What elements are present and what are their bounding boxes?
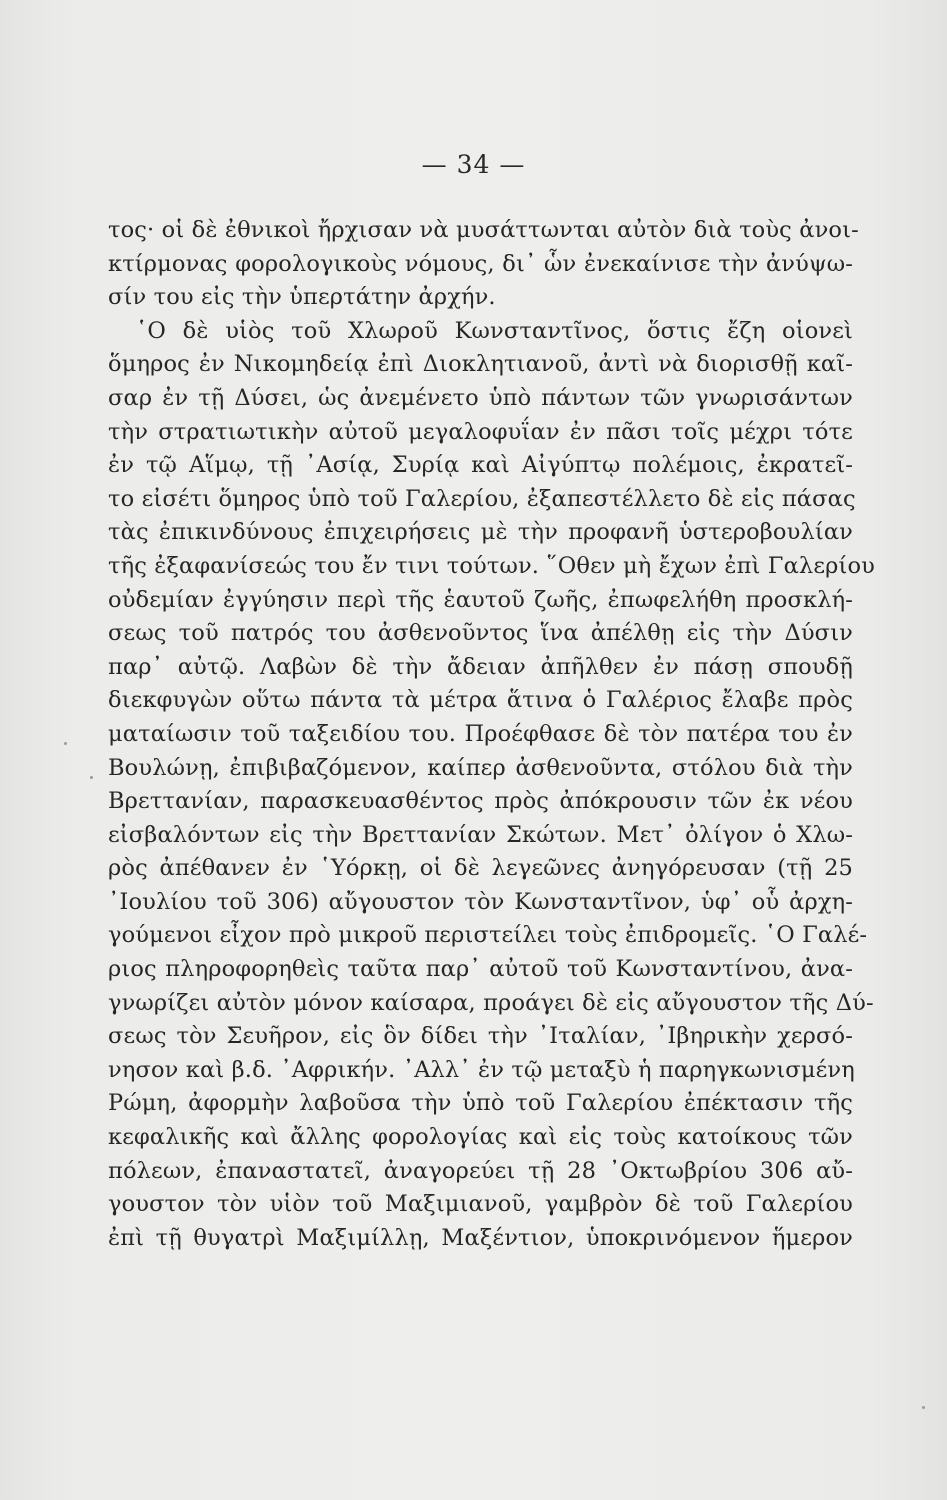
text-line: γούμενοι εἶχον πρὸ μικροῦ περιστείλει τοὺς ἐπιδρομεῖς. ῾Ο Γαλέ- <box>108 922 868 949</box>
page-number: — 34 — <box>421 150 526 179</box>
text-line: ἐν τῷ Αἵμῳ, τῇ ᾿Ασίᾳ, Συρίᾳ καὶ Αἰγύπτῳ πολέμοις, ἐκρατεῖ- <box>108 452 853 479</box>
text-line: πόλεων, ἐπαναστατεῖ, ἀναγορεύει τῇ 28 ᾿Οκτωβρίου 306 αὔ- <box>108 1157 853 1184</box>
text-line: σεως τὸν Σευῆρον, εἰς ὃν δίδει τὴν ᾿Ιταλίαν, ᾿Ιβηρικὴν χερσό- <box>108 1023 853 1050</box>
text-line: κτίρμονας φορολογικοὺς νόμους, δι᾿ ὧν ἐνεκαίνισε τὴν ἀνύψω- <box>108 250 853 277</box>
text-line: σαρ ἐν τῇ Δύσει, ὡς ἀνεμένετο ὑπὸ πάντων τῶν γνωρισάντων <box>108 384 853 411</box>
paper-speck <box>64 742 67 745</box>
text-line: νησον καὶ β.δ. ᾿Αφρικήν. ᾿Αλλ᾿ ἐν τῷ μεταξὺ ἡ παρηγκωνισμένη <box>108 1056 855 1083</box>
text-line: ὅμηρος ἐν Νικομηδείᾳ ἐπὶ Διοκλητιανοῦ, ἀντὶ νὰ διορισθῇ καῖ- <box>108 351 853 378</box>
text-line: Ρώμη, ἀφορμὴν λαβοῦσα τὴν ὑπὸ τοῦ Γαλερίου ἐπέκτασιν τῆς <box>108 1090 853 1117</box>
text-line: σίν του εἰς τὴν ὑπερτάτην ἀρχήν. <box>108 284 496 311</box>
text-line: ρὸς ἀπέθανεν ἐν ῾Υόρκῃ, οἱ δὲ λεγεῶνες ἀνηγόρευσαν (τῇ 25 <box>108 855 853 882</box>
body-text <box>108 214 876 1255</box>
text-line: γνωρίζει αὐτὸν μόνον καίσαρα, προάγει δὲ εἰς αὔγουστον τῆς Δύ- <box>108 989 874 1016</box>
text-line: τὰς ἐπικινδύνους ἐπιχειρήσεις μὲ τὴν προφανῆ ὑστεροβουλίαν <box>108 519 853 546</box>
text-line: ἐπὶ τῇ θυγατρὶ Μαξιμίλλῃ, Μαξέντιον, ὑποκρινόμενον ἥμερον <box>108 1224 853 1251</box>
text-line: γουστον τὸν υἱὸν τοῦ Μαξιμιανοῦ, γαμβρὸν δὲ τοῦ Γαλερίου <box>108 1191 853 1218</box>
text-line: οὐδεμίαν ἐγγύησιν περὶ τῆς ἑαυτοῦ ζωῆς, ἐπωφελήθη προσκλή- <box>108 586 853 613</box>
text-line: διεκφυγὼν οὕτω πάντα τὰ μέτρα ἅτινα ὁ Γαλέριος ἔλαβε πρὸς <box>108 687 853 714</box>
text-line: τος· οἱ δὲ ἐθνικοὶ ἤρχισαν νὰ μυσάττωνται αὐτὸν διὰ τοὺς ἀνοι- <box>108 217 859 243</box>
text-line: Βρεττανίαν, παρασκευασθέντος πρὸς ἀπόκρουσιν τῶν ἐκ νέου <box>108 788 853 815</box>
text-line: παρ᾿ αὐτῷ. Λαβὼν δὲ τὴν ἄδειαν ἀπῆλθεν ἐν πάσῃ σπουδῇ <box>108 653 853 680</box>
paragraph-start-line: ῾Ο δὲ υἱὸς τοῦ Χλωροῦ Κωνσταντῖνος, ὅστις ἔζη οἱονεὶ <box>136 317 853 344</box>
text-line: τῆς ἐξαφανίσεώς του ἔν τινι τούτων. ῞Οθεν μὴ ἔχων ἐπὶ Γαλερίου <box>108 552 876 579</box>
text-line: Βουλώνῃ, ἐπιβιβαζόμενον, καίπερ ἀσθενοῦντα, στόλου διὰ τὴν <box>108 754 853 781</box>
text-line: το εἰσέτι ὅμηρος ὑπὸ τοῦ Γαλερίου, ἐξαπεστέλλετο δὲ εἰς πάσας <box>108 485 856 512</box>
paper-speck <box>90 776 93 779</box>
text-line: κεφαλικῆς καὶ ἄλλης φορολογίας καὶ εἰς τοὺς κατοίκους τῶν <box>108 1124 853 1151</box>
text-line: σεως τοῦ πατρός του ἀσθενοῦντος ἵνα ἀπέλθῃ εἰς τὴν Δύσιν <box>108 620 853 647</box>
text-line: εἰσβαλόντων εἰς τὴν Βρεττανίαν Σκώτων. Μετ᾿ ὀλίγον ὁ Χλω- <box>108 821 853 848</box>
text-line: ᾿Ιουλίου τοῦ 306) αὔγουστον τὸν Κωνσταντῖνον, ὑφ᾿ οὗ ἀρχη- <box>108 888 853 915</box>
text-line: ματαίωσιν τοῦ ταξειδίου του. Προέφθασε δὲ τὸν πατέρα του ἐν <box>108 720 853 747</box>
text-line: ριος πληροφορηθεὶς ταῦτα παρ᾿ αὐτοῦ τοῦ Κωνσταντίνου, ἀνα- <box>108 956 853 983</box>
text-line: τὴν στρατιωτικὴν αὐτοῦ μεγαλοφυΐαν ἐν πᾶσι τοῖς μέχρι τότε <box>108 418 853 445</box>
paper-speck <box>922 1406 925 1409</box>
